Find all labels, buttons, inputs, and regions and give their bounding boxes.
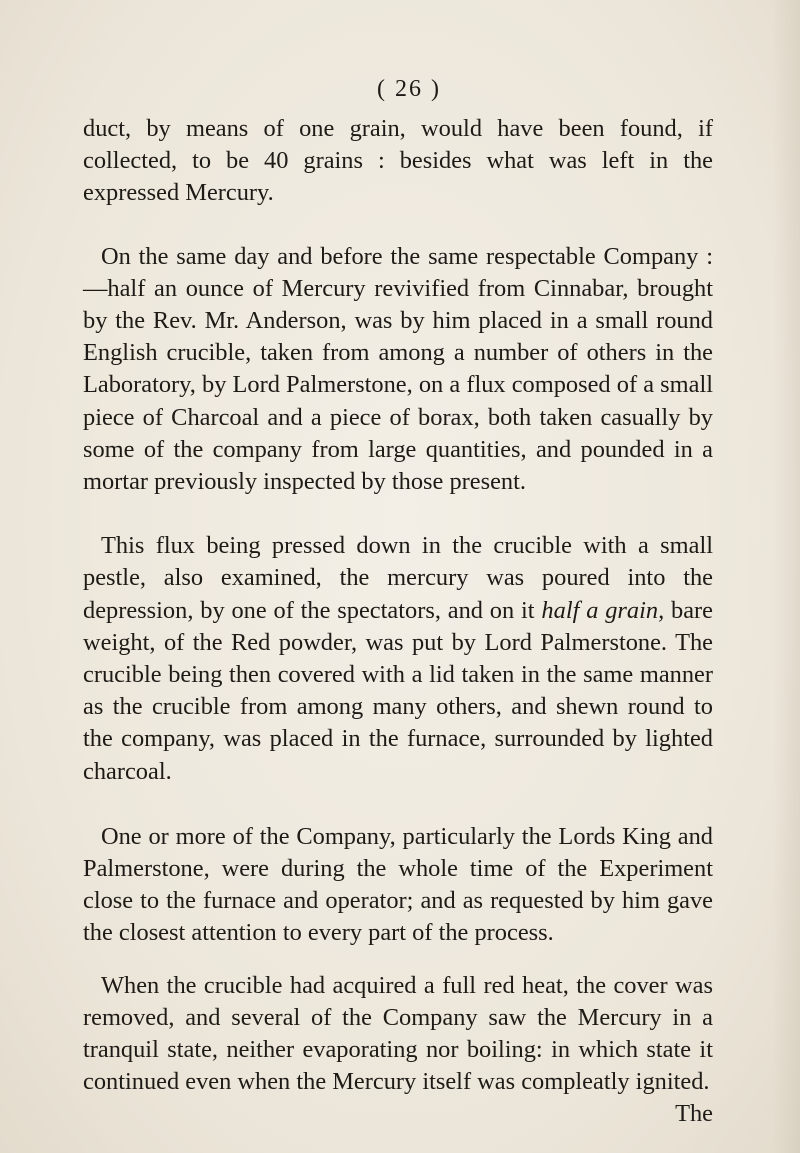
paragraph-2: On the same day and before the same respectable Company :—half an ounce of Mercury revivified from Cinnabar, brought by the Rev. Mr. Anderson, was by him placed in a small round English crucible, taken from among a number of others in the Laboratory, by Lord Palmerstone, on a flux composed of a small piece of Charcoal and a piece of borax, both taken casually by some of the company from large quantities, and pounded in a mortar previously inspected by those present. [83, 242, 713, 496]
paragraph-3-part-2: bare weight, of the Red powder, was put by Lord Palmerstone. The crucible being then covered with a lid taken in the same manner as the crucible from among many others, and shewn round to the company, was placed in the furnace, surrounded by lighted charcoal. [83, 596, 714, 785]
paragraph-5 [83, 970, 713, 1099]
paragraph-3 [83, 530, 713, 788]
paragraph-4: One or more of the Company, particularly the Lords King and Palmerstone, were during the whole time of the Experiment close to the furnace and operator; and as requested by him gave the closest attention to every part of the process. [83, 822, 713, 947]
emphasis-half-a-grain: half a grain, [541, 596, 665, 624]
page-number: ( 26 ) [377, 76, 441, 102]
catchword: The [675, 1100, 713, 1128]
paragraph-5-text: When the crucible had acquired a full red heat, the cover was removed, and several of the Company saw the Mercury in a tranquil state, neither evaporating nor boiling: in which state it continued even when the Mercury itself was compleatly ignited. [83, 971, 713, 1096]
paragraph-3-part-1: This flux being pressed down in the crucible with a small pestle, also examined, the mercury was poured into the depression, by one of the spectators, and on it [83, 532, 713, 624]
catchword-line [83, 1098, 713, 1130]
page-edge-shadow [772, 0, 800, 1153]
paragraph-1: duct, by means of one grain, would have been found, if collected, to be 40 grains : besides what was left in the expressed Mercury. [83, 115, 713, 207]
body-text [83, 113, 713, 1131]
